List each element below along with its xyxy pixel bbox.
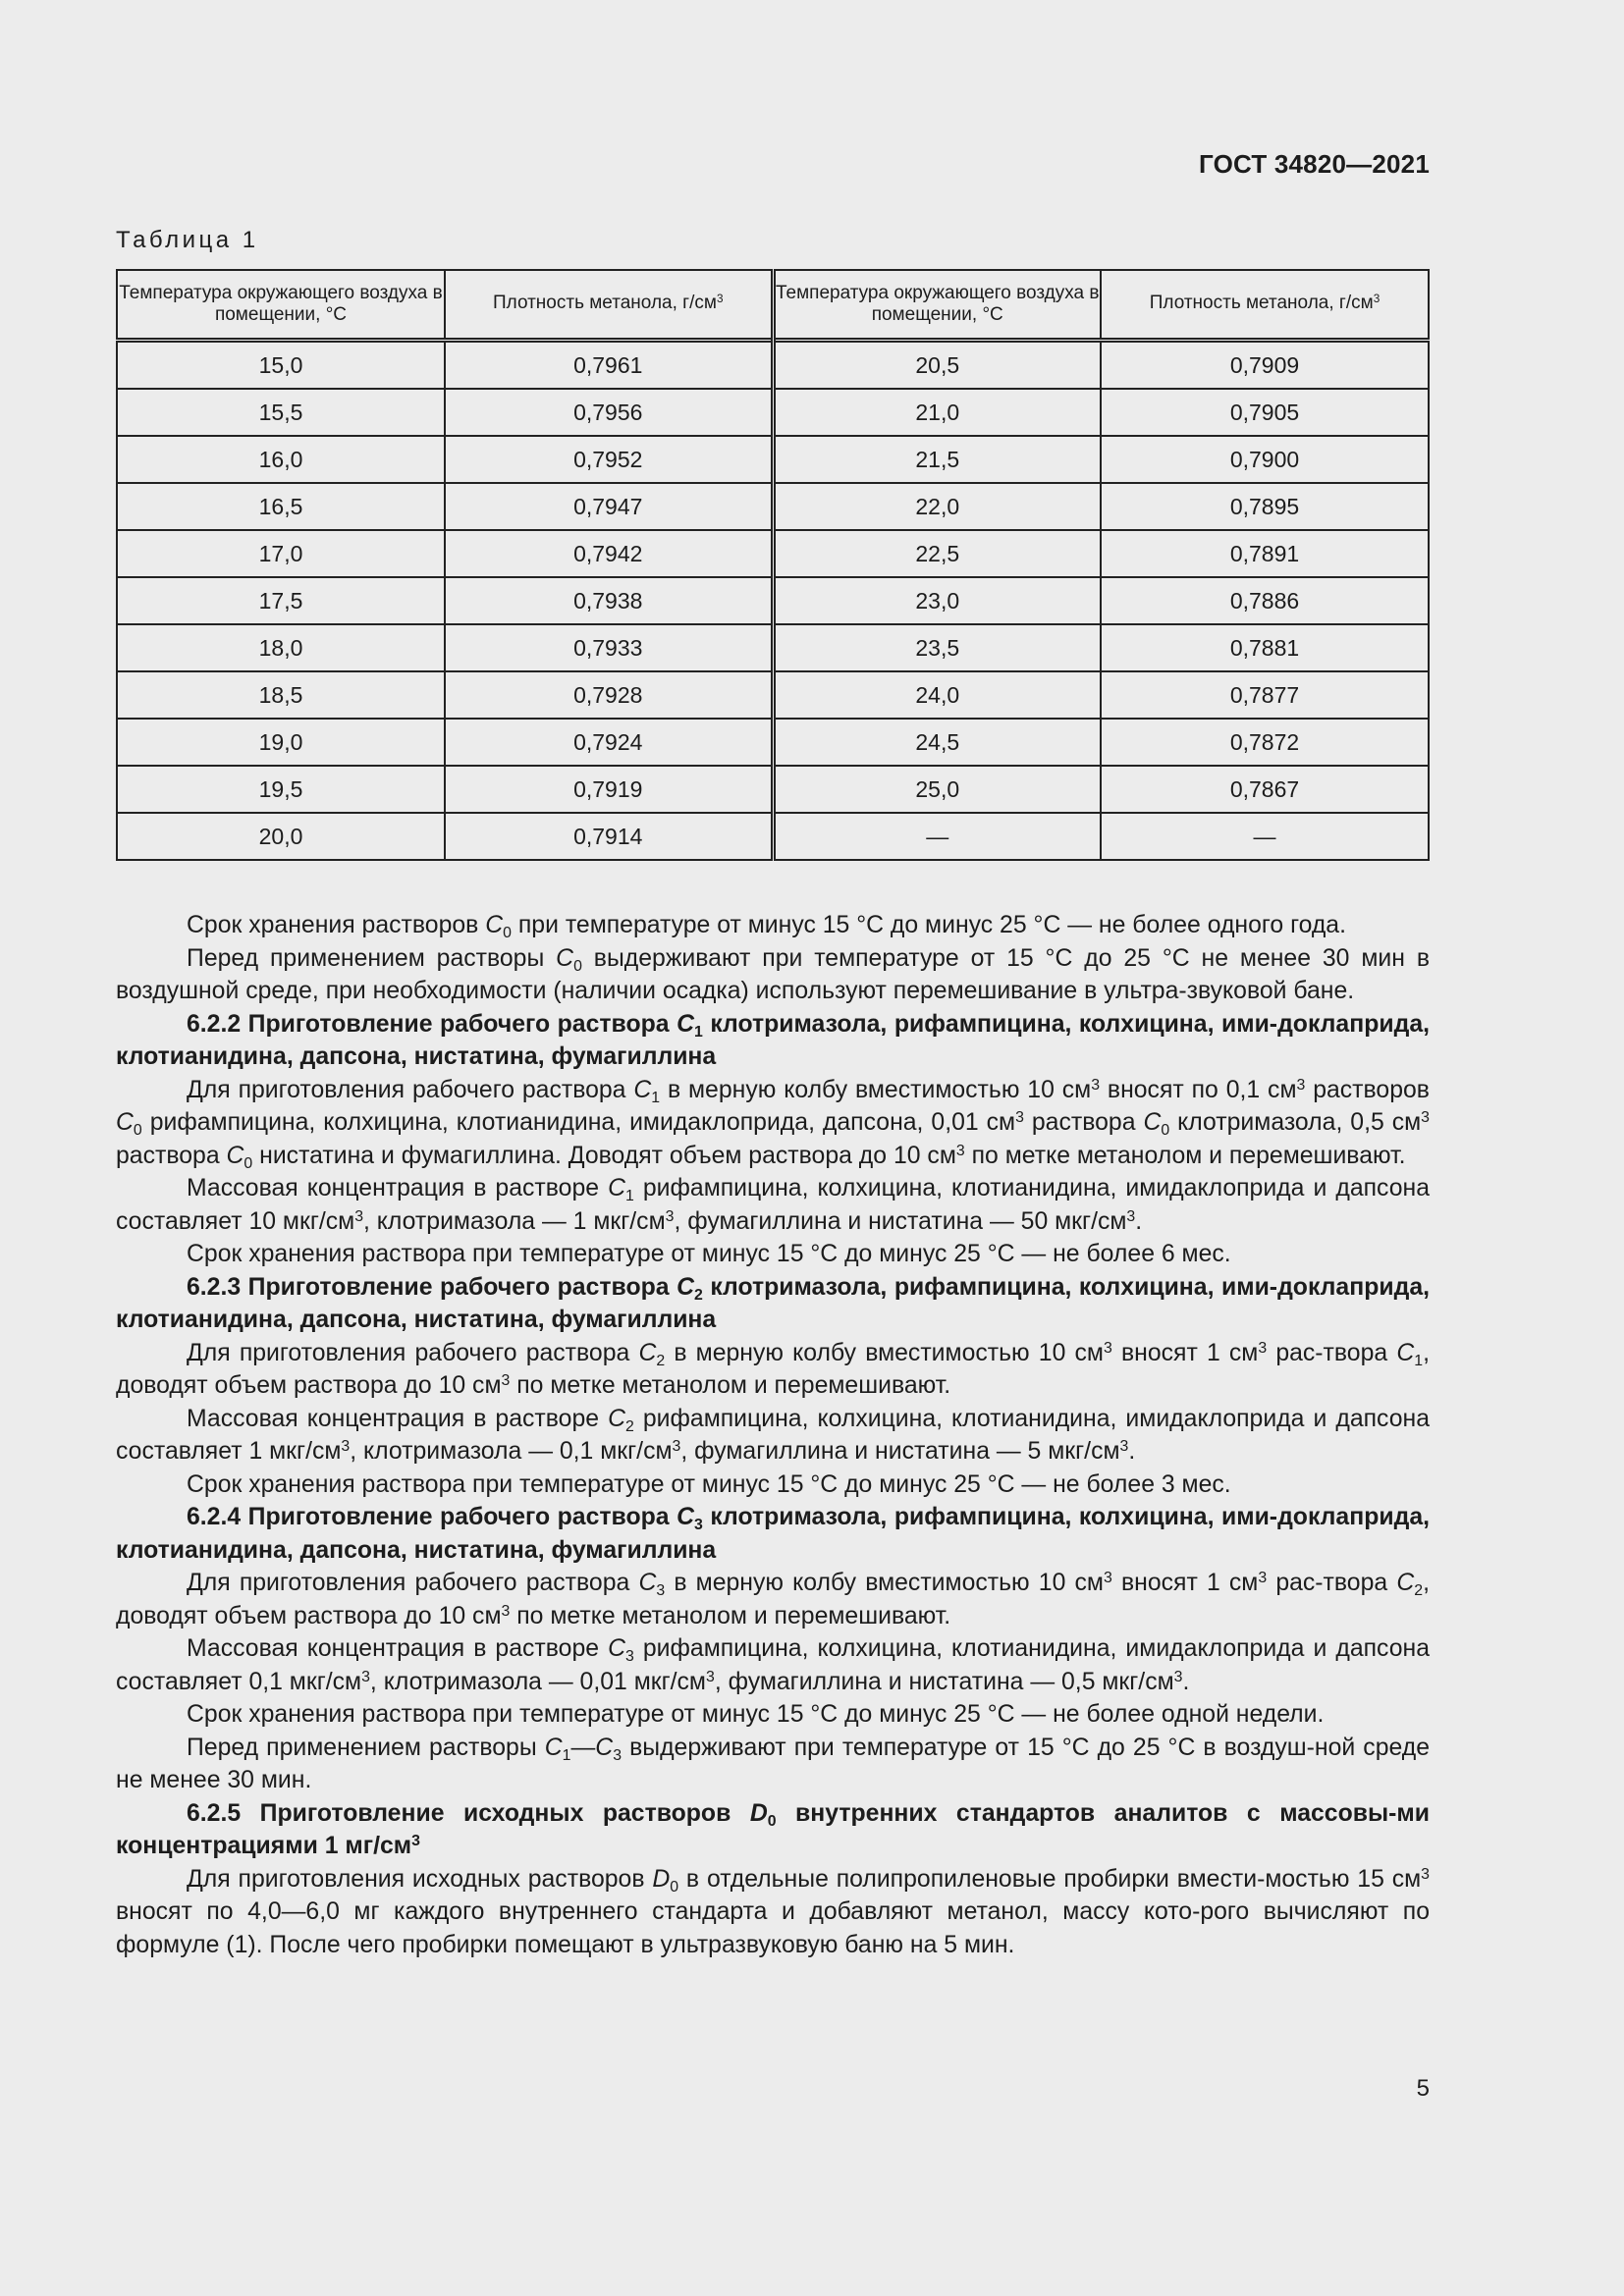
section-heading: 6.2.5 Приготовление исходных растворов $D_0$ внутренних стандартов аналитов с массовы-ми концентрациями 1 $мг/см^3$ — [116, 1799, 1430, 1859]
body-paragraph: Для приготовления рабочего раствора $C_2$ в мерную колбу вместимостью 10 $см^3$ вносят 1 $см^3$ рас-твора $C_1$, доводят объем раствора до 10 $см^3$ по метке метанолом и перемешивают. — [116, 1339, 1430, 1399]
body-paragraph: Срок хранения раствора при температуре от минус 15 °С до минус 25 °С — не более одной недели. — [187, 1701, 1325, 1728]
body-paragraph: Срок хранения раствора при температуре от минус 15 °С до минус 25 °С — не более 6 мес. — [187, 1241, 1231, 1267]
density-cell: 0,7895 — [1101, 483, 1429, 530]
temperature-cell: 16,5 — [117, 483, 445, 530]
temperature-cell: 18,5 — [117, 671, 445, 719]
temperature-cell: 20,5 — [773, 341, 1101, 390]
density-cell: 0,7924 — [445, 719, 773, 766]
temperature-cell: 21,5 — [773, 436, 1101, 483]
document-code: ГОСТ 34820—2021 — [1199, 149, 1430, 179]
body-paragraph: Для приготовления исходных растворов $D_0$ в отдельные полипропиленовые пробирки вмести-мостью 15 $см^3$ вносят по 4,0—6,0 мг каждого внутреннего стандарта и добавляют метанол, массу кото-рого вычисляют по формуле (1). После чего пробирки помещают в ультразвуковую баню на 5 мин. — [116, 1865, 1430, 1958]
body-paragraph: Массовая концентрация в растворе $C_2$ рифампицина, колхицина, клотианидина, имидаклоприда и дапсона составляет 1 мкг/$см^3$, клотримазола — 0,1 мкг/$см^3$, фумагиллина и нистатина — 5 мкг/$см^3$. — [116, 1405, 1431, 1465]
temperature-cell: 15,0 — [117, 341, 445, 390]
density-cell: 0,7956 — [445, 389, 773, 436]
density-cell: 0,7938 — [445, 577, 773, 624]
temperature-cell: 24,5 — [773, 719, 1101, 766]
section-heading: 6.2.2 Приготовление рабочего раствора $C_1$ клотримазола, рифампицина, колхицина, ими-доклаприда, клотианидина, дапсона, нистатина, фумагиллина — [116, 1010, 1430, 1070]
temperature-cell: — — [773, 813, 1101, 860]
body-paragraph: Перед применением растворы $C_1—C_3$ выдерживают при температуре от 15 °С до 25 °С в воздуш-ной среде не менее 30 мин. — [116, 1734, 1431, 1793]
density-cell: 0,7933 — [445, 624, 773, 671]
temperature-cell: 24,0 — [773, 671, 1101, 719]
density-cell: 0,7872 — [1101, 719, 1429, 766]
body-paragraph: Для приготовления рабочего раствора $C_1$ в мерную колбу вместимостью 10 $см^3$ вносят по 0,1 $см^3$ растворов $C_0$ рифампицина, колхицина, клотианидина, имидаклоприда, дапсона, 0,01 $см^3$ раствора $C_0$ клотримазола, 0,5 $см^3$ раствора $C_0$ нистатина и фумагиллина. Доводят объем раствора до 10 $см^3$ по метке метанолом и перемешивают. — [116, 1076, 1430, 1172]
table-row — [117, 719, 1429, 766]
table-row — [117, 577, 1429, 624]
density-cell: 0,7886 — [1101, 577, 1429, 624]
table-row — [117, 530, 1429, 577]
header-density-right: Плотность метанола, $г/см^3$ — [1101, 270, 1429, 341]
page-number: 5 — [1416, 2075, 1430, 2102]
header-temperature-left: Температура окружающего воздуха в помещении, °С — [117, 270, 445, 341]
temperature-cell: 19,5 — [117, 766, 445, 813]
temperature-cell: 25,0 — [773, 766, 1101, 813]
unit-exponent: 3 — [716, 292, 724, 305]
density-cell: 0,7961 — [445, 341, 773, 390]
body-paragraph: Массовая концентрация в растворе $C_1$ рифампицина, колхицина, клотианидина, имидаклоприда и дапсона составляет 10 мкг/$см^3$, клотримазола — 1 мкг/$см^3$, фумагиллина и нистатина — 50 мкг/$см^3$. — [116, 1175, 1431, 1235]
body-paragraph: Срок хранения раствора при температуре от минус 15 °С до минус 25 °С — не более 3 мес. — [187, 1470, 1231, 1498]
body-paragraph: Для приготовления рабочего раствора $C_3$ в мерную колбу вместимостью 10 $см^3$ вносят 1 $см^3$ рас-твора $C_2$, доводят объем раствора до 10 $см^3$ по метке метанолом и перемешивают. — [116, 1570, 1430, 1629]
temperature-cell: 21,0 — [773, 389, 1101, 436]
body-paragraph: Массовая концентрация в растворе $C_3$ рифампицина, колхицина, клотианидина, имидаклоприда и дапсона составляет 0,1 мкг/$см^3$, клотримазола — 0,01 мкг/$см^3$, фумагиллина и нистатина — 0,5 мкг/$см^3$. — [116, 1635, 1431, 1695]
temperature-cell: 19,0 — [117, 719, 445, 766]
section-heading: 6.2.4 Приготовление рабочего раствора $C_3$ клотримазола, рифампицина, колхицина, ими-доклаприда, клотианидина, дапсона, нистатина, фумагиллина — [116, 1504, 1430, 1564]
density-cell: 0,7914 — [445, 813, 773, 860]
table-row — [117, 341, 1429, 390]
document-body — [116, 909, 1430, 1961]
density-cell: 0,7942 — [445, 530, 773, 577]
density-cell: 0,7905 — [1101, 389, 1429, 436]
density-cell: 0,7947 — [445, 483, 773, 530]
density-cell: — — [1101, 813, 1429, 860]
table-row — [117, 766, 1429, 813]
table-row — [117, 671, 1429, 719]
density-cell: 0,7881 — [1101, 624, 1429, 671]
header-temperature-right: Температура окружающего воздуха в помещении, °С — [773, 270, 1101, 341]
density-cell: 0,7877 — [1101, 671, 1429, 719]
temperature-cell: 17,5 — [117, 577, 445, 624]
density-cell: 0,7867 — [1101, 766, 1429, 813]
temperature-cell: 20,0 — [117, 813, 445, 860]
density-cell: 0,7900 — [1101, 436, 1429, 483]
density-cell: 0,7891 — [1101, 530, 1429, 577]
density-table — [116, 269, 1430, 861]
table-header-row — [117, 270, 1429, 341]
temperature-cell: 23,0 — [773, 577, 1101, 624]
table-row — [117, 436, 1429, 483]
density-cell: 0,7909 — [1101, 341, 1429, 390]
temperature-cell: 15,5 — [117, 389, 445, 436]
temperature-cell: 22,0 — [773, 483, 1101, 530]
temperature-cell: 16,0 — [117, 436, 445, 483]
section-heading: 6.2.3 Приготовление рабочего раствора $C_2$ клотримазола, рифампицина, колхицина, ими-доклаприда, клотианидина, дапсона, нистатина, фумагиллина — [116, 1273, 1430, 1333]
table-row — [117, 389, 1429, 436]
header-density-left: Плотность метанола, $г/см^3$ — [445, 270, 773, 341]
table-body — [117, 341, 1429, 861]
table-row — [117, 813, 1429, 860]
unit-exponent: 3 — [1373, 292, 1380, 305]
density-cell: 0,7928 — [445, 671, 773, 719]
body-paragraph: Перед применением растворы $C_0$ выдерживают при температуре от 15 °С до 25 °С не менее 30 мин в воздушной среде, при необходимости (наличии осадка) используют перемешивание в ультра-звуковой бане. — [116, 944, 1431, 1004]
temperature-cell: 22,5 — [773, 530, 1101, 577]
body-paragraph: Срок хранения растворов $C_0$ при температуре от минус 15 °С до минус 25 °С — не более одного года. — [187, 912, 1346, 941]
temperature-cell: 18,0 — [117, 624, 445, 671]
table-caption: Таблица 1 — [116, 227, 259, 253]
density-cell: 0,7952 — [445, 436, 773, 483]
table-row — [117, 624, 1429, 671]
table-row — [117, 483, 1429, 530]
temperature-cell: 23,5 — [773, 624, 1101, 671]
temperature-cell: 17,0 — [117, 530, 445, 577]
density-cell: 0,7919 — [445, 766, 773, 813]
